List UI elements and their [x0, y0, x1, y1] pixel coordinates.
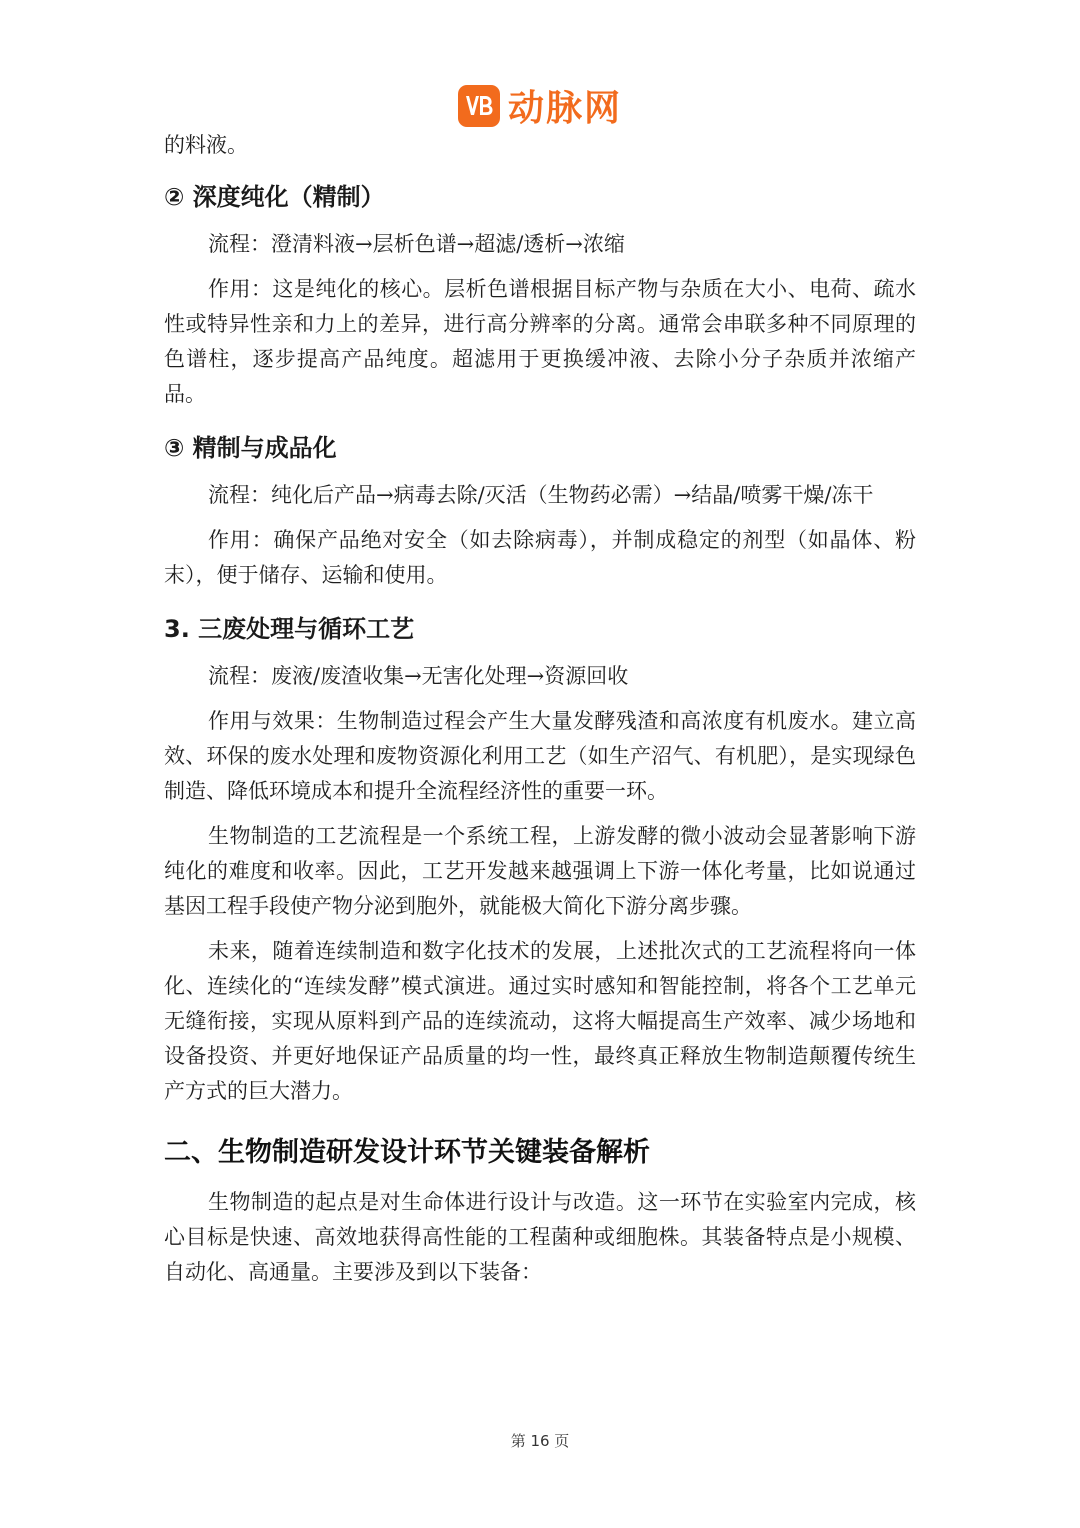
refine-role-text: 作用：确保产品绝对安全（如去除病毒），并制成稳定的剂型（如晶体、粉末），便于储存、运输和使用。: [164, 528, 916, 587]
section2-intro-paragraph: 生物制造的起点是对生命体进行设计与改造。这一环节在实验室内完成，核心目标是快速、高效地获得高性能的工程菌种或细胞株。其装备特点是小规模、自动化、高通量。主要涉及到以下装备：: [164, 1190, 916, 1284]
purify-role-text: 作用：这是纯化的核心。层析色谱根据目标产物与杂质在大小、电荷、疏水性或特异性亲和力上的差异，进行高分辨率的分离。通常会串联多种不同原理的色谱柱，逐步提高产品纯度。超滤用于更换缓冲液、去除小分子杂质并浓缩产品。: [164, 277, 916, 406]
page-number: 第 16 页: [510, 1432, 570, 1450]
subheading-refining: ③ 精制与成品化: [164, 434, 337, 462]
logo-text: 动脉网: [507, 88, 622, 129]
subheading-waste-treatment: 3. 三废处理与循环工艺: [164, 615, 415, 643]
paragraph-continuation: 的料液。: [164, 133, 248, 157]
refine-flow-text: 流程：纯化后产品→病毒去除/灭活（生物药必需）→结晶/喷雾干燥/冻干: [208, 483, 874, 507]
purify-flow-text: 流程：澄清料液→层析色谱→超滤/透析→浓缩: [208, 232, 625, 256]
vb-logo-icon: [458, 85, 500, 127]
future-paragraph: 未来，随着连续制造和数字化技术的发展，上述批次式的工艺流程将向一体化、连续化的“连续发酵”模式演进。通过实时感知和智能控制，将各个工艺单元无缝衔接，实现从原料到产品的连续流动，这将大幅提高生产效率、减少场地和设备投资、并更好地保证产品质量的均一性，最终真正释放生物制造颠覆传统生产方式的巨大潜力。: [164, 939, 916, 1103]
section-heading-2: 二、生物制造研发设计环节关键装备解析: [164, 1137, 650, 1168]
waste-flow-text: 流程：废液/废渣收集→无害化处理→资源回收: [208, 664, 629, 688]
document-body: [164, 124, 916, 1290]
subheading-deep-purification: ② 深度纯化（精制）: [164, 183, 385, 211]
system-engineering-paragraph: 生物制造的工艺流程是一个系统工程，上游发酵的微小波动会显著影响下游纯化的难度和收率。因此，工艺开发越来越强调上下游一体化考量，比如说通过基因工程手段使产物分泌到胞外，就能极大简化下游分离步骤。: [164, 824, 916, 918]
waste-role-text: 作用与效果：生物制造过程会产生大量发酵残渣和高浓度有机废水。建立高效、环保的废水处理和废物资源化利用工艺（如生产沼气、有机肥），是实现绿色制造、降低环境成本和提升全流程经济性的重要一环。: [164, 709, 916, 803]
